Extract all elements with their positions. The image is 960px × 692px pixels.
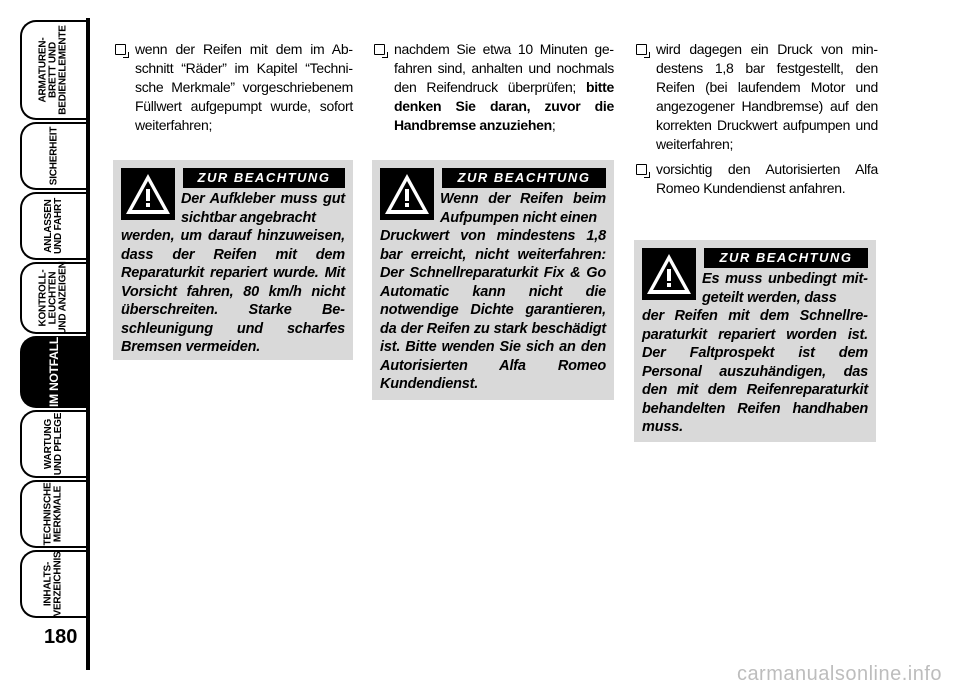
tab-anlassen[interactable]	[20, 192, 86, 260]
list-item	[372, 40, 614, 135]
column-2	[372, 40, 614, 141]
tab-label-im-notfall: IM NOTFALL	[47, 337, 61, 407]
page-number: 180	[44, 626, 78, 648]
warning-triangle-icon	[380, 168, 434, 220]
tab-label-sicherheit: SICHERHEIT	[48, 126, 59, 186]
chapter-tab-navigation	[0, 0, 100, 692]
checkbox-bullet-icon	[115, 44, 126, 55]
tab-sicherheit[interactable]	[20, 122, 86, 190]
warning-text-rest: werden, um darauf hinzuweisen, dass der Reifen mit dem Reparaturkit repariert wurde. Mit Vorsicht fahren, 80 km/h nicht überschreiten. Starke Beschleunigung und scharfes Bremsen vermeiden.	[121, 228, 345, 355]
warning-heading: ZUR BEACHTUNG	[704, 248, 868, 268]
tab-label-kontrollleuchten: KONTROLL- LEUCHTEN UND ANZEIGEN	[38, 261, 69, 335]
checkbox-bullet-icon	[636, 44, 647, 55]
warning-text	[380, 190, 606, 394]
tab-technische-merkmale[interactable]	[20, 480, 86, 548]
list-item	[113, 40, 353, 135]
checkbox-bullet-icon	[374, 44, 385, 55]
bullet-text-bold: bitte denken Sie daran, zuvor die Handbremse anzuziehen	[394, 79, 614, 133]
column-3	[634, 40, 878, 204]
warning-text-rest: der Reifen mit dem Schnellreparaturkit repariert worden ist. Der Faltprospekt ist dem Personal auszuhändigen, das den mit dem Reifenreparaturkit behandelten Reifen handhaben muss.	[642, 308, 868, 435]
warning-text-first: Wenn der Reifen beim Aufpumpen nicht einen	[440, 191, 606, 226]
warning-text-first: Der Aufkleber muss gut sichtbar angebracht	[181, 191, 345, 226]
tab-kontrollleuchten[interactable]	[20, 262, 86, 334]
warning-box	[113, 160, 353, 360]
tab-divider-line	[86, 18, 90, 670]
list-item	[634, 160, 878, 198]
column-1	[113, 40, 353, 141]
bullet-text: wenn der Reifen mit dem im Abschnitt “Räder” im Kapitel “Technische Merkmale” vorgeschriebenem Füllwert aufgepumpt wurde, sofort weiterfahren;	[135, 41, 353, 133]
tab-wartung[interactable]	[20, 410, 86, 478]
warning-heading: ZUR BEACHTUNG	[442, 168, 606, 188]
warning-text-first: Es muss unbedingt mitgeteilt werden, dass	[702, 271, 868, 306]
bullet-text-end: ;	[551, 117, 556, 133]
bullet-text: wird dagegen ein Druck von mindestens 1,8 bar festgestellt, den Reifen (bei laufendem Motor und angezogener Handbremse) auf den korrekten Druckwert aufpumpen und weiterfahren;	[656, 41, 878, 152]
tab-armaturenbrett[interactable]	[20, 20, 86, 120]
tab-label-anlassen: ANLASSEN UND FAHRT	[42, 198, 64, 254]
tab-label-armaturenbrett: ARMATUREN- BRETT UND BEDIENELEMENTE	[38, 25, 69, 115]
tab-im-notfall[interactable]	[20, 336, 86, 408]
warning-box	[634, 240, 876, 442]
warning-heading: ZUR BEACHTUNG	[183, 168, 345, 188]
warning-text-rest: Druckwert von mindestens 1,8 bar erreicht, nicht weiterfahren: Der Schnellreparaturkit Fix & Go Automatic kann nicht die notwendige Dichte garantieren, da der Reifen zu stark beschädigt ist. Bitte wenden Sie sich an den Autorisierten Alfa Romeo Kundendienst.	[380, 228, 606, 392]
tab-label-wartung: WARTUNG UND PFLEGE	[42, 412, 64, 476]
bullet-text: vorsichtig den Autorisierten Alfa Romeo Kundendienst anfahren.	[656, 161, 878, 196]
warning-box	[372, 160, 614, 400]
warning-triangle-icon	[642, 248, 696, 300]
checkbox-bullet-icon	[636, 164, 647, 175]
warning-triangle-icon	[121, 168, 175, 220]
watermark: carmanualsonline.info	[736, 663, 942, 685]
tab-inhaltsverzeichnis[interactable]	[20, 550, 86, 618]
bullet-text: nachdem Sie etwa 10 Minuten gefahren sind, anhalten und nochmals den Reifendruck überprüfen;	[394, 41, 614, 95]
list-item	[634, 40, 878, 154]
tab-label-inhaltsverzeichnis: INHALTS- VERZEICHNIS	[43, 551, 65, 617]
tab-label-technische-merkmale: TECHNISCHE MERKMALE	[42, 482, 64, 546]
